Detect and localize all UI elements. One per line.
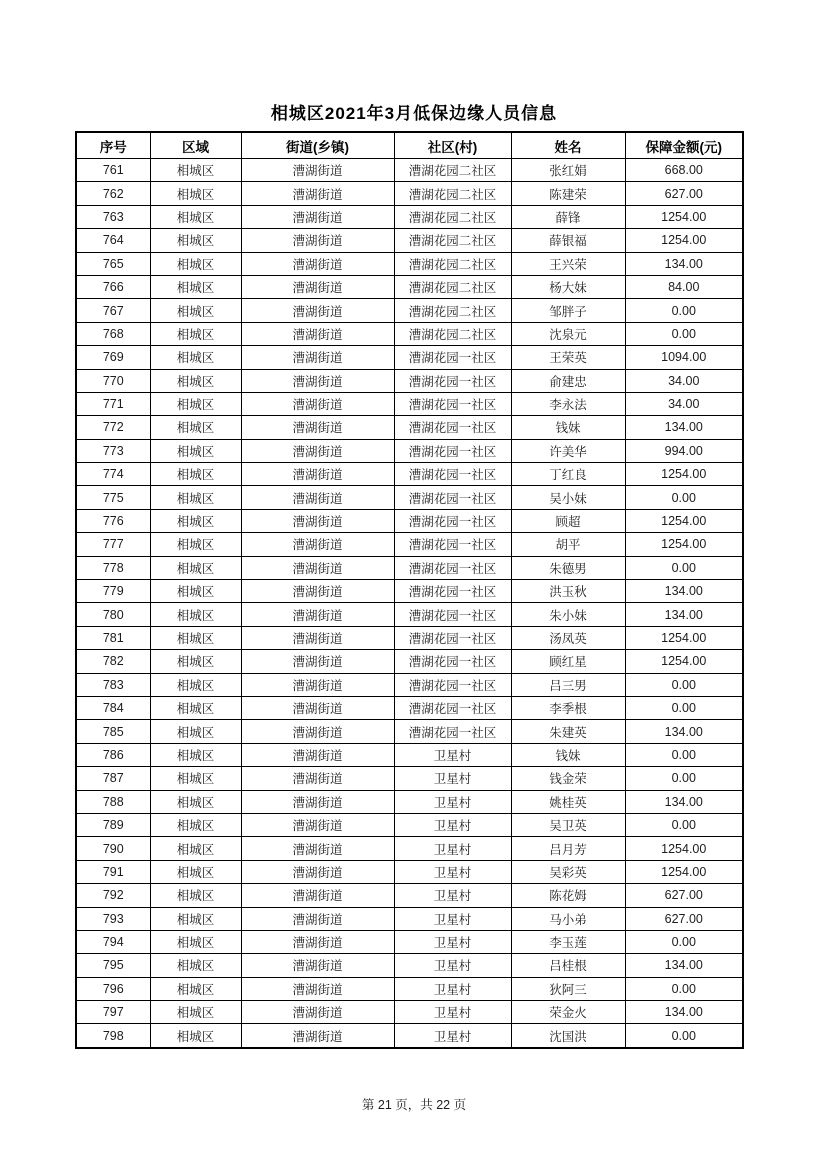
cell-community: 卫星村 (394, 790, 511, 813)
cell-community: 漕湖花园二社区 (394, 205, 511, 228)
cell-community: 漕湖花园一社区 (394, 486, 511, 509)
cell-amount: 0.00 (625, 322, 743, 345)
cell-street: 漕湖街道 (241, 182, 394, 205)
cell-community: 卫星村 (394, 1024, 511, 1048)
column-header-name: 姓名 (511, 132, 625, 159)
cell-region: 相城区 (150, 159, 241, 182)
cell-name: 荣金火 (511, 1001, 625, 1024)
cell-serial: 785 (76, 720, 150, 743)
table-row (76, 182, 743, 205)
table-row (76, 650, 743, 673)
cell-region: 相城区 (150, 229, 241, 252)
cell-community: 卫星村 (394, 930, 511, 953)
cell-serial: 784 (76, 696, 150, 719)
cell-community: 漕湖花园一社区 (394, 580, 511, 603)
cell-region: 相城区 (150, 954, 241, 977)
cell-region: 相城区 (150, 486, 241, 509)
cell-name: 沈国洪 (511, 1024, 625, 1048)
cell-name: 朱德男 (511, 556, 625, 579)
cell-community: 漕湖花园一社区 (394, 463, 511, 486)
cell-region: 相城区 (150, 977, 241, 1000)
cell-serial: 797 (76, 1001, 150, 1024)
cell-street: 漕湖街道 (241, 1024, 394, 1048)
cell-community: 漕湖花园一社区 (394, 346, 511, 369)
cell-amount: 0.00 (625, 486, 743, 509)
cell-amount: 134.00 (625, 790, 743, 813)
benefit-table (75, 131, 744, 1049)
cell-name: 钱金荣 (511, 767, 625, 790)
table-row (76, 159, 743, 182)
cell-serial: 796 (76, 977, 150, 1000)
cell-street: 漕湖街道 (241, 392, 394, 415)
cell-amount: 0.00 (625, 556, 743, 579)
cell-street: 漕湖街道 (241, 907, 394, 930)
table-row (76, 954, 743, 977)
table-row (76, 860, 743, 883)
cell-region: 相城区 (150, 182, 241, 205)
cell-name: 朱建英 (511, 720, 625, 743)
table-row (76, 977, 743, 1000)
cell-amount: 1254.00 (625, 860, 743, 883)
cell-serial: 794 (76, 930, 150, 953)
cell-name: 姚桂英 (511, 790, 625, 813)
cell-region: 相城区 (150, 1024, 241, 1048)
cell-community: 漕湖花园一社区 (394, 556, 511, 579)
column-header-serial: 序号 (76, 132, 150, 159)
cell-name: 吴卫英 (511, 813, 625, 836)
cell-street: 漕湖街道 (241, 416, 394, 439)
cell-region: 相城区 (150, 767, 241, 790)
cell-amount: 134.00 (625, 252, 743, 275)
cell-serial: 783 (76, 673, 150, 696)
cell-name: 李永法 (511, 392, 625, 415)
table-row (76, 346, 743, 369)
cell-street: 漕湖街道 (241, 159, 394, 182)
cell-amount: 134.00 (625, 416, 743, 439)
page-footer: 第 21 页，共 22 页 (361, 1098, 467, 1112)
cell-amount: 134.00 (625, 580, 743, 603)
cell-region: 相城区 (150, 837, 241, 860)
cell-street: 漕湖街道 (241, 954, 394, 977)
cell-street: 漕湖街道 (241, 322, 394, 345)
cell-street: 漕湖街道 (241, 252, 394, 275)
cell-serial: 798 (76, 1024, 150, 1048)
cell-region: 相城区 (150, 930, 241, 953)
cell-name: 王兴荣 (511, 252, 625, 275)
page-title: 相城区2021年3月低保边缘人员信息 (270, 104, 558, 123)
cell-region: 相城区 (150, 884, 241, 907)
cell-serial: 777 (76, 533, 150, 556)
cell-region: 相城区 (150, 790, 241, 813)
cell-serial: 787 (76, 767, 150, 790)
cell-street: 漕湖街道 (241, 229, 394, 252)
cell-region: 相城区 (150, 720, 241, 743)
cell-amount: 0.00 (625, 930, 743, 953)
column-header-community: 社区(村) (394, 132, 511, 159)
cell-community: 漕湖花园一社区 (394, 696, 511, 719)
cell-name: 狄阿三 (511, 977, 625, 1000)
cell-amount: 0.00 (625, 977, 743, 1000)
cell-region: 相城区 (150, 533, 241, 556)
cell-name: 汤凤英 (511, 626, 625, 649)
table-row (76, 229, 743, 252)
cell-serial: 789 (76, 813, 150, 836)
cell-street: 漕湖街道 (241, 977, 394, 1000)
cell-amount: 0.00 (625, 743, 743, 766)
cell-serial: 779 (76, 580, 150, 603)
cell-street: 漕湖街道 (241, 696, 394, 719)
cell-name: 杨大妹 (511, 275, 625, 298)
cell-serial: 780 (76, 603, 150, 626)
cell-serial: 793 (76, 907, 150, 930)
table-row (76, 509, 743, 532)
table-row (76, 767, 743, 790)
table-row (76, 556, 743, 579)
cell-community: 漕湖花园一社区 (394, 626, 511, 649)
cell-community: 卫星村 (394, 977, 511, 1000)
cell-name: 陈花姆 (511, 884, 625, 907)
cell-serial: 771 (76, 392, 150, 415)
cell-amount: 0.00 (625, 813, 743, 836)
cell-street: 漕湖街道 (241, 650, 394, 673)
cell-name: 胡平 (511, 533, 625, 556)
table-row (76, 626, 743, 649)
cell-amount: 627.00 (625, 182, 743, 205)
cell-community: 卫星村 (394, 884, 511, 907)
cell-name: 朱小妹 (511, 603, 625, 626)
cell-amount: 0.00 (625, 1024, 743, 1048)
table-row (76, 1024, 743, 1048)
cell-region: 相城区 (150, 813, 241, 836)
cell-amount: 134.00 (625, 1001, 743, 1024)
cell-amount: 0.00 (625, 299, 743, 322)
cell-region: 相城区 (150, 603, 241, 626)
cell-region: 相城区 (150, 346, 241, 369)
cell-serial: 786 (76, 743, 150, 766)
cell-name: 薛银福 (511, 229, 625, 252)
cell-serial: 765 (76, 252, 150, 275)
cell-amount: 1094.00 (625, 346, 743, 369)
cell-amount: 1254.00 (625, 626, 743, 649)
cell-street: 漕湖街道 (241, 884, 394, 907)
cell-street: 漕湖街道 (241, 626, 394, 649)
table-row (76, 533, 743, 556)
cell-serial: 773 (76, 439, 150, 462)
column-header-amount: 保障金额(元) (625, 132, 743, 159)
cell-amount: 0.00 (625, 673, 743, 696)
table-row (76, 252, 743, 275)
cell-serial: 766 (76, 275, 150, 298)
cell-region: 相城区 (150, 626, 241, 649)
cell-name: 马小弟 (511, 907, 625, 930)
cell-region: 相城区 (150, 556, 241, 579)
table-row (76, 392, 743, 415)
cell-name: 洪玉秋 (511, 580, 625, 603)
cell-name: 吕月芳 (511, 837, 625, 860)
cell-community: 漕湖花园二社区 (394, 182, 511, 205)
cell-name: 吴小妹 (511, 486, 625, 509)
cell-name: 邹胖子 (511, 299, 625, 322)
cell-name: 王荣英 (511, 346, 625, 369)
cell-serial: 781 (76, 626, 150, 649)
cell-street: 漕湖街道 (241, 603, 394, 626)
cell-serial: 791 (76, 860, 150, 883)
cell-serial: 776 (76, 509, 150, 532)
cell-community: 卫星村 (394, 1001, 511, 1024)
cell-amount: 1254.00 (625, 509, 743, 532)
cell-name: 李玉莲 (511, 930, 625, 953)
cell-serial: 762 (76, 182, 150, 205)
cell-amount: 627.00 (625, 907, 743, 930)
cell-amount: 134.00 (625, 603, 743, 626)
cell-name: 许美华 (511, 439, 625, 462)
cell-name: 丁红良 (511, 463, 625, 486)
table-row (76, 205, 743, 228)
table-row (76, 1001, 743, 1024)
cell-serial: 763 (76, 205, 150, 228)
cell-region: 相城区 (150, 650, 241, 673)
cell-name: 沈泉元 (511, 322, 625, 345)
cell-street: 漕湖街道 (241, 275, 394, 298)
cell-region: 相城区 (150, 580, 241, 603)
cell-serial: 772 (76, 416, 150, 439)
cell-street: 漕湖街道 (241, 509, 394, 532)
cell-region: 相城区 (150, 416, 241, 439)
cell-community: 漕湖花园二社区 (394, 159, 511, 182)
cell-name: 俞建忠 (511, 369, 625, 392)
cell-amount: 1254.00 (625, 650, 743, 673)
column-header-street: 街道(乡镇) (241, 132, 394, 159)
table-row (76, 743, 743, 766)
cell-street: 漕湖街道 (241, 205, 394, 228)
cell-street: 漕湖街道 (241, 439, 394, 462)
cell-street: 漕湖街道 (241, 533, 394, 556)
cell-amount: 34.00 (625, 369, 743, 392)
cell-name: 吴彩英 (511, 860, 625, 883)
table-row (76, 790, 743, 813)
cell-community: 漕湖花园二社区 (394, 252, 511, 275)
cell-community: 卫星村 (394, 813, 511, 836)
cell-amount: 84.00 (625, 275, 743, 298)
cell-serial: 782 (76, 650, 150, 673)
cell-region: 相城区 (150, 860, 241, 883)
cell-community: 漕湖花园一社区 (394, 533, 511, 556)
cell-street: 漕湖街道 (241, 1001, 394, 1024)
cell-street: 漕湖街道 (241, 673, 394, 696)
table-row (76, 884, 743, 907)
cell-serial: 795 (76, 954, 150, 977)
cell-region: 相城区 (150, 275, 241, 298)
table-row (76, 275, 743, 298)
cell-region: 相城区 (150, 743, 241, 766)
table-row (76, 603, 743, 626)
cell-serial: 778 (76, 556, 150, 579)
cell-name: 陈建荣 (511, 182, 625, 205)
cell-serial: 764 (76, 229, 150, 252)
table-header-row (76, 132, 743, 159)
table-row (76, 439, 743, 462)
cell-amount: 668.00 (625, 159, 743, 182)
cell-serial: 790 (76, 837, 150, 860)
cell-name: 张红娟 (511, 159, 625, 182)
cell-community: 漕湖花园一社区 (394, 509, 511, 532)
cell-amount: 134.00 (625, 720, 743, 743)
cell-community: 卫星村 (394, 837, 511, 860)
cell-community: 卫星村 (394, 954, 511, 977)
cell-community: 漕湖花园二社区 (394, 275, 511, 298)
table-row (76, 837, 743, 860)
cell-street: 漕湖街道 (241, 369, 394, 392)
cell-region: 相城区 (150, 299, 241, 322)
cell-community: 卫星村 (394, 860, 511, 883)
cell-street: 漕湖街道 (241, 743, 394, 766)
cell-amount: 0.00 (625, 767, 743, 790)
table-row (76, 369, 743, 392)
table-row (76, 696, 743, 719)
table-row (76, 580, 743, 603)
cell-serial: 775 (76, 486, 150, 509)
cell-amount: 0.00 (625, 696, 743, 719)
cell-region: 相城区 (150, 907, 241, 930)
cell-street: 漕湖街道 (241, 486, 394, 509)
cell-serial: 774 (76, 463, 150, 486)
cell-region: 相城区 (150, 696, 241, 719)
cell-community: 漕湖花园一社区 (394, 392, 511, 415)
cell-amount: 1254.00 (625, 837, 743, 860)
table-row (76, 463, 743, 486)
cell-community: 漕湖花园一社区 (394, 416, 511, 439)
cell-amount: 134.00 (625, 954, 743, 977)
cell-serial: 761 (76, 159, 150, 182)
cell-region: 相城区 (150, 439, 241, 462)
cell-street: 漕湖街道 (241, 790, 394, 813)
cell-community: 卫星村 (394, 907, 511, 930)
cell-name: 吕桂根 (511, 954, 625, 977)
cell-amount: 1254.00 (625, 205, 743, 228)
cell-name: 薛锋 (511, 205, 625, 228)
column-header-region: 区域 (150, 132, 241, 159)
cell-community: 卫星村 (394, 767, 511, 790)
cell-name: 顾超 (511, 509, 625, 532)
cell-region: 相城区 (150, 322, 241, 345)
cell-name: 李季根 (511, 696, 625, 719)
cell-street: 漕湖街道 (241, 580, 394, 603)
cell-street: 漕湖街道 (241, 767, 394, 790)
cell-serial: 770 (76, 369, 150, 392)
cell-serial: 768 (76, 322, 150, 345)
cell-community: 卫星村 (394, 743, 511, 766)
cell-street: 漕湖街道 (241, 556, 394, 579)
cell-name: 顾红星 (511, 650, 625, 673)
cell-region: 相城区 (150, 392, 241, 415)
cell-amount: 34.00 (625, 392, 743, 415)
cell-region: 相城区 (150, 463, 241, 486)
cell-amount: 627.00 (625, 884, 743, 907)
cell-amount: 994.00 (625, 439, 743, 462)
cell-region: 相城区 (150, 1001, 241, 1024)
cell-region: 相城区 (150, 252, 241, 275)
cell-community: 漕湖花园一社区 (394, 673, 511, 696)
cell-street: 漕湖街道 (241, 720, 394, 743)
cell-street: 漕湖街道 (241, 837, 394, 860)
cell-region: 相城区 (150, 673, 241, 696)
cell-community: 漕湖花园二社区 (394, 299, 511, 322)
cell-street: 漕湖街道 (241, 463, 394, 486)
cell-name: 钱妹 (511, 416, 625, 439)
cell-community: 漕湖花园一社区 (394, 369, 511, 392)
table-row (76, 673, 743, 696)
cell-serial: 792 (76, 884, 150, 907)
cell-community: 漕湖花园一社区 (394, 650, 511, 673)
table-row (76, 720, 743, 743)
cell-serial: 788 (76, 790, 150, 813)
table-row (76, 416, 743, 439)
table-body (76, 159, 743, 1048)
cell-community: 漕湖花园一社区 (394, 603, 511, 626)
cell-region: 相城区 (150, 369, 241, 392)
cell-community: 漕湖花园二社区 (394, 322, 511, 345)
cell-serial: 767 (76, 299, 150, 322)
cell-name: 吕三男 (511, 673, 625, 696)
cell-street: 漕湖街道 (241, 299, 394, 322)
cell-amount: 1254.00 (625, 463, 743, 486)
cell-amount: 1254.00 (625, 533, 743, 556)
cell-street: 漕湖街道 (241, 930, 394, 953)
cell-amount: 1254.00 (625, 229, 743, 252)
table-row (76, 486, 743, 509)
cell-street: 漕湖街道 (241, 813, 394, 836)
cell-community: 漕湖花园一社区 (394, 439, 511, 462)
cell-region: 相城区 (150, 205, 241, 228)
cell-community: 漕湖花园二社区 (394, 229, 511, 252)
cell-community: 漕湖花园一社区 (394, 720, 511, 743)
cell-serial: 769 (76, 346, 150, 369)
table-row (76, 907, 743, 930)
table-row (76, 813, 743, 836)
cell-street: 漕湖街道 (241, 860, 394, 883)
cell-name: 钱妹 (511, 743, 625, 766)
table-row (76, 322, 743, 345)
table-row (76, 930, 743, 953)
table-row (76, 299, 743, 322)
cell-region: 相城区 (150, 509, 241, 532)
cell-street: 漕湖街道 (241, 346, 394, 369)
